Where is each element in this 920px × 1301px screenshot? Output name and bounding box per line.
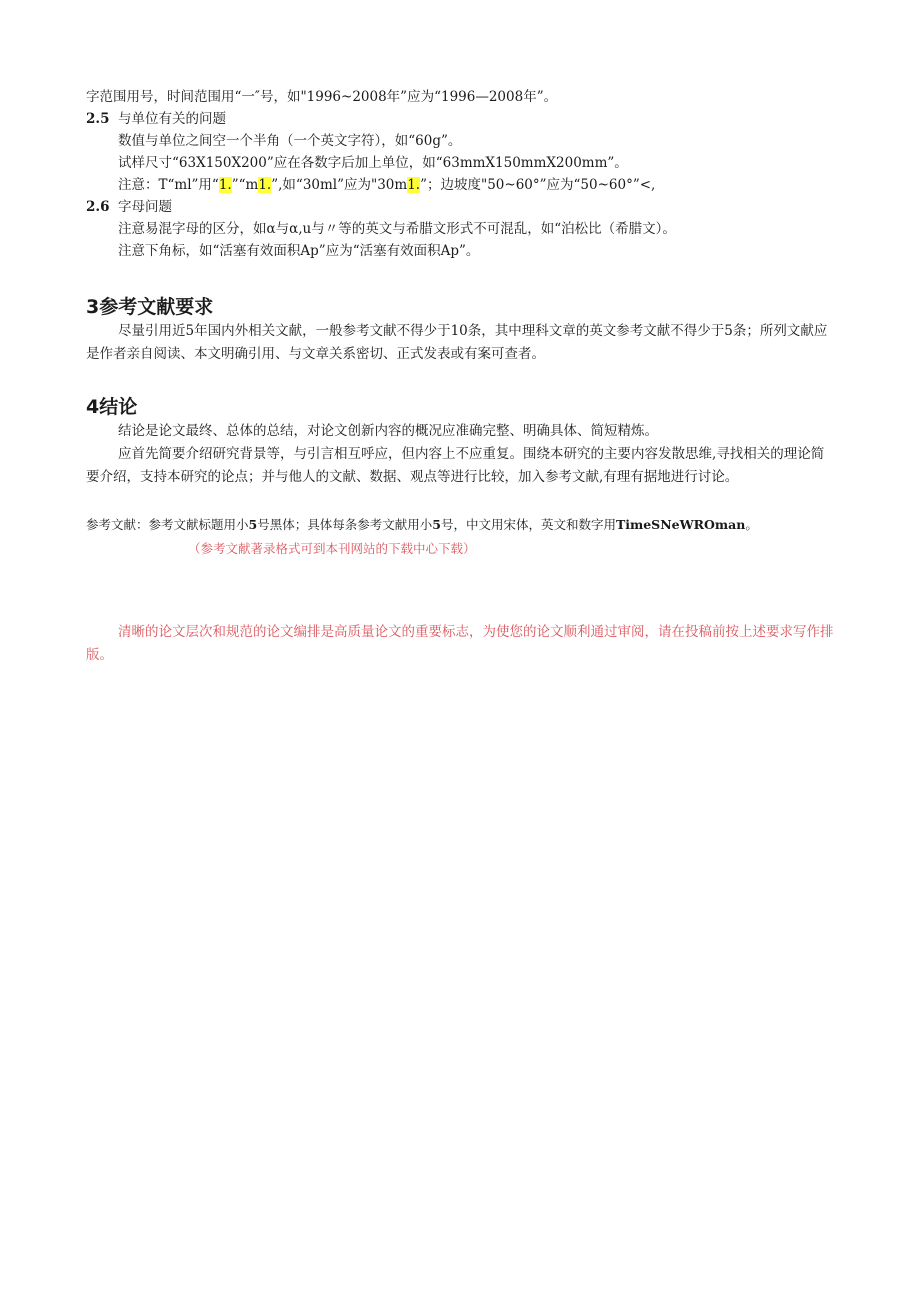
references-note — [86, 515, 836, 535]
sec3-paragraph: 尽量引用近5年国内外相关文献，一般参考文献不得少于10条，其中理科文章的英文参考文献不得少于5条；所列文献应是作者亲自阅读、本文明确引用、与文章关系密切、正式发表或有案可查者。 — [86, 323, 828, 362]
sec4-paragraph2: 应首先简要介绍研究背景等，与引言相互呼应，但内容上不应重复。围绕本研究的主要内容发散思维,寻找相关的理论简要介绍，支持本研究的论点；并与他人的文献、数据、观点等进行比较，加入参考文献,有理有据地进行讨论。 — [86, 446, 825, 485]
refs-bold2: 5 — [432, 517, 441, 532]
sec4-block — [86, 394, 836, 489]
sec26-number: 2.6 — [86, 199, 110, 215]
highlight-2: 1. — [258, 177, 272, 193]
sec25-line3 — [86, 174, 836, 196]
sec25-line3-part4: ”；边坡度"50~60°”应为“50~60°”<, — [420, 177, 656, 193]
refs-bold1: 5 — [248, 517, 258, 532]
sec26-line2: 注意下角标，如“活塞有效面积Ap”应为“活塞有效面积Ap”。 — [118, 243, 480, 259]
sec25-line1: 数值与单位之间空一个半角（一个英文字符），如“60g”。 — [118, 133, 462, 149]
sec3-block — [86, 294, 836, 366]
refs-bold3: TimeSNeWROman — [615, 517, 746, 532]
sec26-heading — [86, 196, 836, 218]
refs-part3: 号，中文用宋体，英文和数字用 — [440, 517, 616, 532]
sec25-title: 与单位有关的问题 — [118, 111, 226, 127]
sec26-line1: 注意易混字母的区分，如α与α,u与〃等的英文与希腊文形式不可混乱，如“泊松比（希腊文）。 — [118, 221, 676, 237]
sec25-heading — [86, 108, 836, 130]
document-page — [86, 86, 836, 667]
sec24-tail-line: 字范围用号，时间范围用“一″号，如"1996~2008年”应为“1996—2008年”。 — [86, 89, 558, 105]
sec25-line2: 试样尺寸“63X150X200”应在各数字后加上单位，如“63mmX150mmX200mm”。 — [118, 155, 628, 171]
references-download-note: （参考文献著录格式可到本刊网站的下载中心下载） — [188, 541, 476, 556]
sec25-number: 2.5 — [86, 111, 110, 127]
highlight-3: 1. — [407, 177, 421, 193]
highlight-1: 1. — [218, 177, 232, 193]
refs-part2: 号黑体；具体每条参考文献用小 — [257, 517, 433, 532]
sec26-title: 字母问题 — [118, 199, 172, 215]
sec3-heading: 3参考文献要求 — [86, 296, 214, 318]
closing-paragraph: 清晰的论文层次和规范的论文编排是高质量论文的重要标志，为使您的论文顺利通过审阅，请在投稿前按上述要求写作排版。 — [86, 624, 834, 663]
sec4-paragraph1: 结论是论文最终、总体的总结，对论文创新内容的概况应准确完整、明确具体、简短精炼。 — [118, 423, 658, 439]
refs-part4: 。 — [745, 517, 758, 532]
sec4-heading: 4结论 — [86, 396, 138, 418]
sec25-line3-part2: ”“m — [231, 177, 259, 193]
sec25-line3-part3: ”,如“30ml”应为"30m — [271, 177, 408, 193]
sec25-line3-part1: 注意：T“ml”用“ — [118, 177, 219, 193]
refs-part1: 参考文献：参考文献标题用小 — [86, 517, 249, 532]
